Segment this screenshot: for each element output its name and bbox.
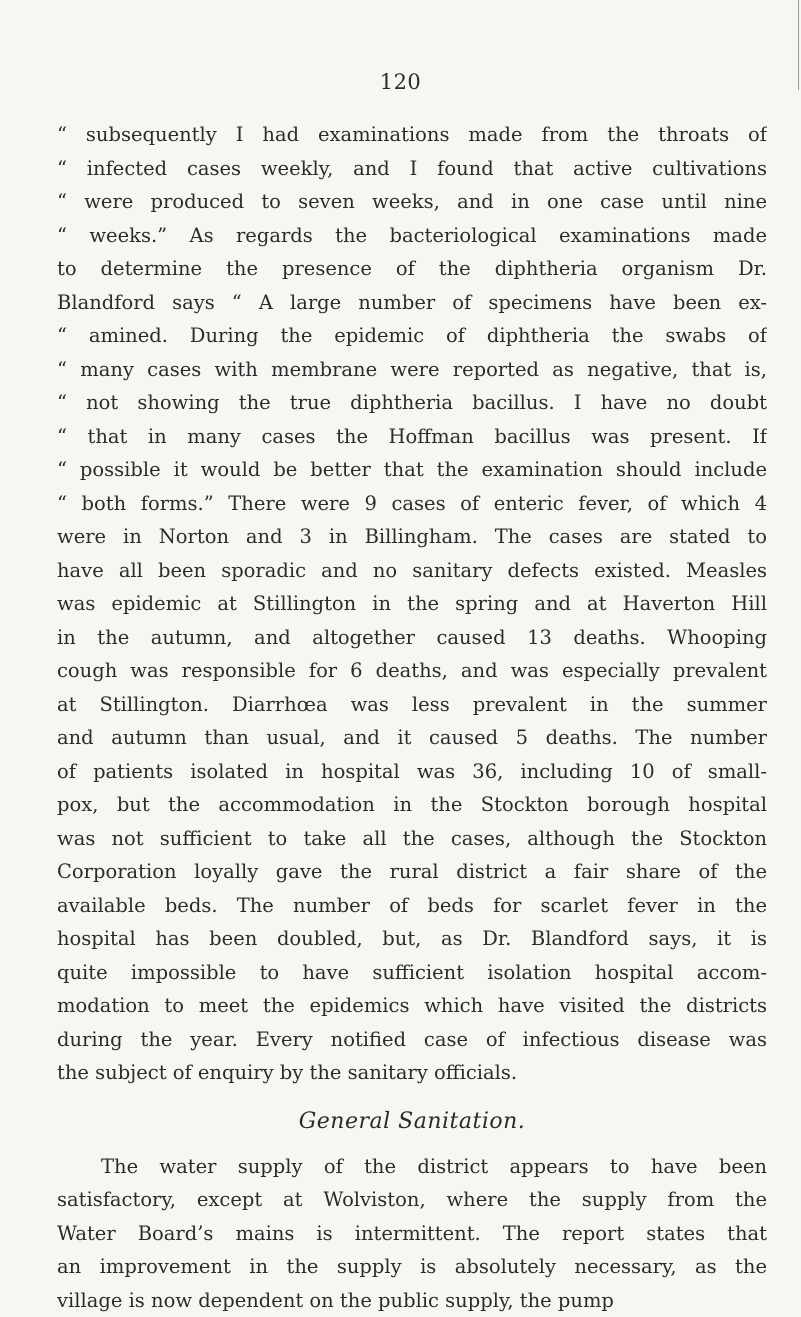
page-number: 120 <box>0 70 801 94</box>
text-line: “ many cases with membrane were reported as negative, that is, <box>57 353 767 387</box>
text-line: cough was responsible for 6 deaths, and was especially prevalent <box>57 654 767 688</box>
text-line: available beds. The number of beds for scarlet fever in the <box>57 889 767 923</box>
paragraph-infectious-diseases <box>57 118 767 1090</box>
text-line: Corporation loyally gave the rural district a fair share of the <box>57 855 767 889</box>
body-text <box>57 118 767 1317</box>
text-line: was epidemic at Stillington in the spring and at Haverton Hill <box>57 587 767 621</box>
text-line: “ amined. During the epidemic of diphtheria the swabs of <box>57 319 767 353</box>
text-line: of patients isolated in hospital was 36, including 10 of small- <box>57 755 767 789</box>
text-line: modation to meet the epidemics which have visited the districts <box>57 989 767 1023</box>
text-line: quite impossible to have sufficient isolation hospital accom- <box>57 956 767 990</box>
text-line: Blandford says “ A large number of specimens have been ex- <box>57 286 767 320</box>
text-line: “ that in many cases the Hoffman bacillus was present. If <box>57 420 767 454</box>
text-line: village is now dependent on the public supply, the pump <box>57 1284 767 1317</box>
text-line: during the year. Every notified case of infectious disease was <box>57 1023 767 1057</box>
text-line: “ subsequently I had examinations made from the throats of <box>57 118 767 152</box>
text-line: pox, but the accommodation in the Stockton borough hospital <box>57 788 767 822</box>
text-line: was not sufficient to take all the cases, although the Stockton <box>57 822 767 856</box>
text-line: and autumn than usual, and it caused 5 deaths. The number <box>57 721 767 755</box>
text-line: to determine the presence of the diphtheria organism Dr. <box>57 252 767 286</box>
text-line: “ not showing the true diphtheria bacillus. I have no doubt <box>57 386 767 420</box>
text-line: an improvement in the supply is absolutely necessary, as the <box>57 1250 767 1284</box>
text-line: have all been sporadic and no sanitary defects existed. Measles <box>57 554 767 588</box>
text-line: “ both forms.” There were 9 cases of enteric fever, of which 4 <box>57 487 767 521</box>
text-line: “ weeks.” As regards the bacteriological examinations made <box>57 219 767 253</box>
text-line: the subject of enquiry by the sanitary officials. <box>57 1056 767 1090</box>
text-line: “ infected cases weekly, and I found that active cultivations <box>57 152 767 186</box>
text-line: “ possible it would be better that the examination should include <box>57 453 767 487</box>
text-line: at Stillington. Diarrhœa was less prevalent in the summer <box>57 688 767 722</box>
text-line: in the autumn, and altogether caused 13 deaths. Whooping <box>57 621 767 655</box>
section-heading: General Sanitation. <box>57 1094 767 1150</box>
text-line: satisfactory, except at Wolviston, where the supply from the <box>57 1183 767 1217</box>
text-line: The water supply of the district appears to have been <box>57 1150 767 1184</box>
text-line: Water Board’s mains is intermittent. The report states that <box>57 1217 767 1251</box>
text-line: hospital has been doubled, but, as Dr. Blandford says, it is <box>57 922 767 956</box>
paragraph-general-sanitation <box>57 1150 767 1317</box>
page-edge-line <box>798 0 799 90</box>
text-line: were in Norton and 3 in Billingham. The cases are stated to <box>57 520 767 554</box>
text-line: “ were produced to seven weeks, and in one case until nine <box>57 185 767 219</box>
